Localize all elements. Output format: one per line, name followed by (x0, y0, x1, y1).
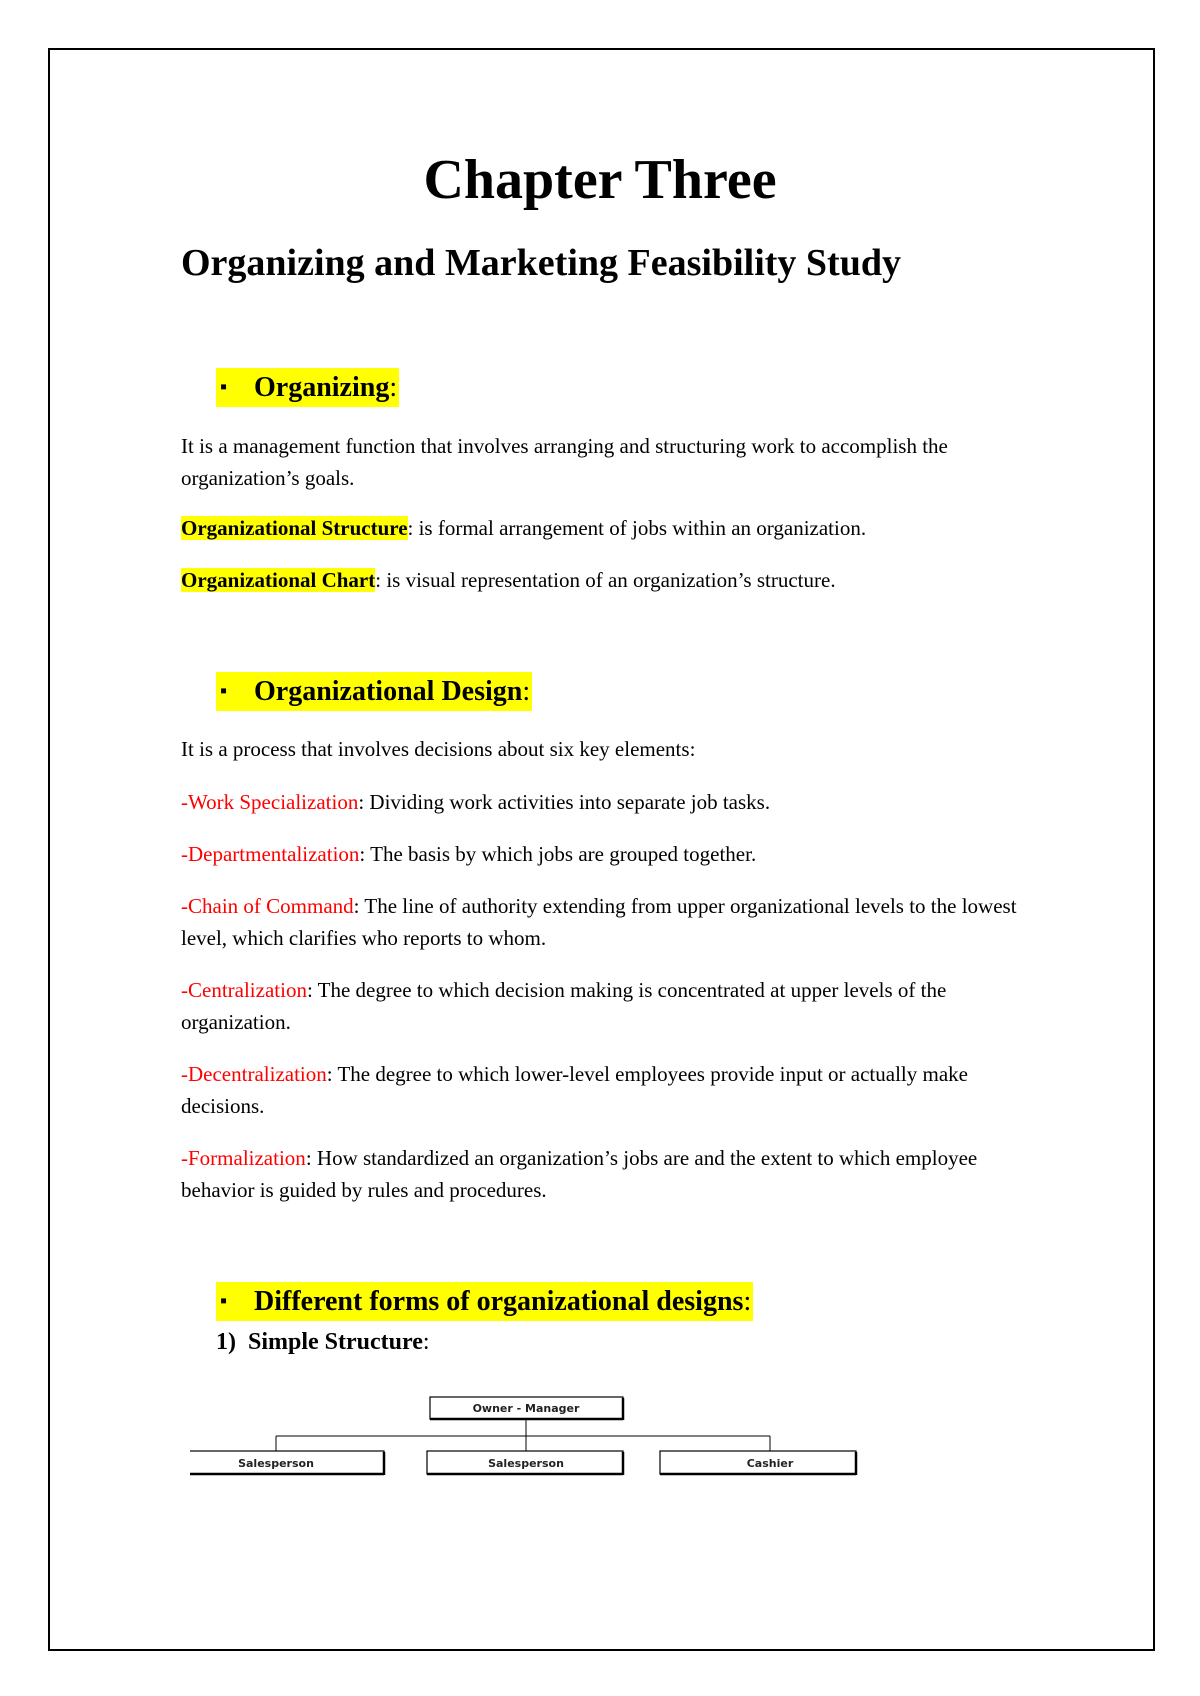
org-label-cashier: Cashier (746, 1457, 794, 1470)
element-text: : How standardized an organization’s jobs are and the extent to which employee behavior is guided by rules and procedures. (181, 1146, 978, 1202)
bullet-icon: ▪ (220, 680, 228, 702)
section-heading-organizational-design (216, 672, 532, 711)
section-heading-different-forms (216, 1282, 753, 1321)
element-term: -Centralization (181, 978, 307, 1002)
element-text: : The basis by which jobs are grouped together. (359, 842, 757, 866)
heading-text: Organizing (254, 372, 390, 403)
element-chain-of-command (181, 890, 1031, 954)
subheading-number: 1) (216, 1329, 236, 1355)
org-label-owner-manager: Owner - Manager (472, 1402, 580, 1415)
subheading-colon: : (422, 1329, 430, 1355)
element-formalization (181, 1142, 1031, 1206)
organizing-description-line2: organization’s goals. (181, 466, 355, 490)
element-decentralization (181, 1058, 1031, 1122)
term-organizational-structure: Organizational Structure (181, 516, 408, 540)
element-text: : The degree to which decision making is concentrated at upper levels of the organization. (181, 978, 947, 1034)
bullet-icon: ▪ (220, 376, 228, 398)
definition-organizational-structure (181, 512, 866, 544)
element-text: : The degree to which lower-level employees provide input or actually make decisions. (181, 1062, 968, 1118)
term-organizational-chart: Organizational Chart (181, 568, 376, 592)
definition-text: : is visual representation of an organization’s structure. (375, 568, 836, 592)
organizing-description-line1: It is a management function that involves arranging and structuring work to accomplish the (181, 434, 948, 458)
heading-colon: : (522, 676, 531, 707)
section-heading-organizing (216, 368, 399, 407)
chapter-title: Chapter Three (423, 149, 777, 211)
element-term: -Chain of Command (181, 894, 354, 918)
element-work-specialization (181, 786, 1031, 818)
subheading-title: Simple Structure (248, 1329, 423, 1355)
heading-colon: : (743, 1286, 752, 1317)
heading-colon: : (389, 372, 398, 403)
definition-text: : is formal arrangement of jobs within an organization. (407, 516, 867, 540)
org-label-salesperson-2: Salesperson (488, 1457, 564, 1470)
design-intro: It is a process that involves decisions about six key elements: (181, 737, 696, 761)
subheading-simple-structure (216, 1326, 430, 1358)
org-label-salesperson-1: Salesperson (238, 1457, 314, 1470)
heading-text: Organizational Design (254, 676, 523, 707)
element-departmentalization (181, 838, 1031, 870)
org-chart (190, 1396, 870, 1480)
element-centralization (181, 974, 1031, 1038)
page-subtitle: Organizing and Marketing Feasibility Study (181, 242, 901, 284)
element-term: -Formalization (181, 1146, 306, 1170)
element-term: -Departmentalization (181, 842, 360, 866)
element-term: -Work Specialization (181, 790, 359, 814)
element-text: : Dividing work activities into separate job tasks. (358, 790, 771, 814)
definition-organizational-chart (181, 564, 836, 596)
heading-text: Different forms of organizational designs (254, 1286, 744, 1317)
element-text: : The line of authority extending from upper organizational levels to the lowest level, which clarifies who reports to whom. (181, 894, 1017, 950)
element-term: -Decentralization (181, 1062, 327, 1086)
bullet-icon: ▪ (220, 1290, 228, 1312)
